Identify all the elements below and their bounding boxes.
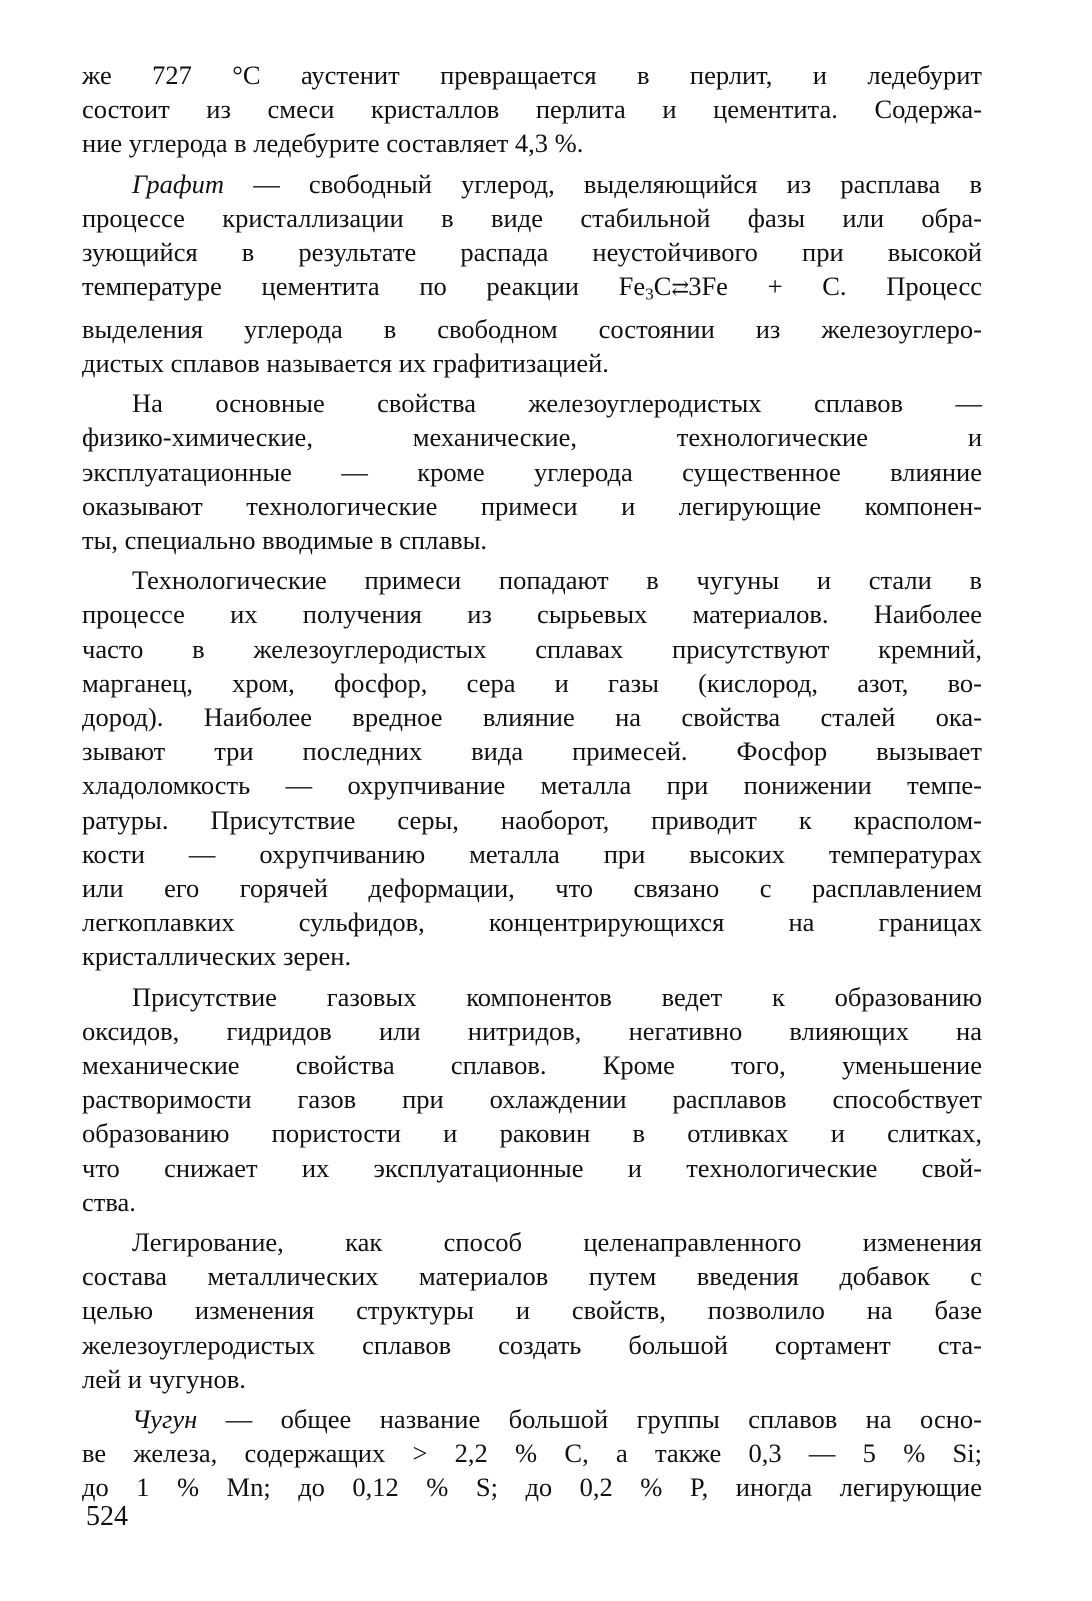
text-line: ства. [82,1186,136,1217]
text-line: хладоломкость — охрупчивание металла при понижении темпе- [82,770,982,801]
text-line: ние углерода в ледебурите составляет 4,3 %. [82,128,584,159]
paragraph-alloying [82,1225,982,1396]
text-line: Технологические примеси попадают в чугуны и стали в [132,565,982,596]
text-line: ты, специально вводимые в сплавы. [82,524,488,555]
text-fragment: 3Fe + C. Процесс [688,271,982,302]
text-line: зующийся в результате распада неустойчивого при высокой [82,237,982,268]
text-line: процессе их получения из сырьевых материалов. Наиболее [82,599,982,630]
text-line-reaction [82,269,982,312]
text-line: физико-химические, механические, технологические и [82,422,982,453]
paragraph-gases [82,980,982,1219]
text-line: дород). Наиболее вредное влияние на свойства сталей ока- [82,701,982,732]
text-line: до 1 % Mn; до 0,12 % S; до 0,2 % P, иногда легирующие [82,1472,982,1503]
text-line: же 727 °С аустенит превращается в перлит, и ледебурит [82,60,982,90]
subscript: 3 [645,284,654,304]
text-line: оказывают технологические примеси и легирующие компонен- [82,490,982,521]
text-fragment: C [653,271,672,302]
text-line: целью изменения структуры и свойств, позволило на базе [82,1295,982,1326]
text-line: ратуры. Присутствие серы, наоборот, приводит к красполом- [82,804,982,835]
text-line: железоуглеродистых сплавов создать большой сортамент ста- [82,1329,982,1360]
text-line: растворимости газов при охлаждении расплавов способствует [82,1084,982,1115]
body-text [82,58,982,1505]
text-line: часто в железоуглеродистых сплавах присутствуют кремний, [82,633,982,664]
paragraph-properties [82,386,982,557]
text-line: состоит из смеси кристаллов перлита и цементита. Содержа- [82,94,982,125]
text-line: Легирование, как способ целенаправленного изменения [132,1227,982,1257]
page-number: 524 [86,1501,128,1532]
text-line: Присутствие газовых компонентов ведет к образованию [132,981,982,1012]
text-line: процессе кристаллизации в виде стабильной фазы или обра- [82,202,982,233]
text-fragment: — общее название большой группы сплавов на осно- [197,1404,982,1435]
text-fragment: температуре цементита по реакции Fe [82,271,646,302]
text-line: образованию пористости и раковин в отливках и слитках, [82,1118,982,1149]
text-line: ве железа, содержащих > 2,2 % С, а также 0,3 — 5 % Si; [82,1438,982,1469]
text-line: состава металлических материалов путем введения добавок с [82,1261,982,1292]
text-line [82,1402,982,1436]
text-line: На основные свойства железоуглеродистых сплавов — [132,388,982,419]
text-line: дистых сплавов называется их графитизацией. [82,347,609,378]
paragraph-ledeburite [82,58,982,161]
text-line: легкоплавких сульфидов, концентрирующихся на границах [82,907,982,938]
term-graphite: Графит [132,168,225,199]
text-line: эксплуатационные — кроме углерода существенное влияние [82,456,982,487]
text-line: марганец, хром, фосфор, сера и газы (кислород, азот, во- [82,667,982,698]
text-line: кости — охрупчиванию металла при высоких температурах [82,838,982,869]
text-fragment: — свободный углерод, выделяющийся из расплава в [224,168,982,199]
reversible-arrow-icon: ⇄ [671,276,689,301]
text-line [82,167,982,201]
text-line: что снижает их эксплуатационные и технологические свой- [82,1152,982,1183]
text-line: оксидов, гидридов или нитридов, негативно влияющих на [82,1015,982,1046]
paragraph-cast-iron [82,1402,982,1505]
text-line: механические свойства сплавов. Кроме того, уменьшение [82,1049,982,1080]
paragraph-impurities [82,563,982,973]
text-line: кристаллических зерен. [82,941,352,972]
term-cast-iron: Чугун [132,1404,198,1435]
paragraph-graphite [82,167,982,381]
text-line: или его горячей деформации, что связано с расплавлением [82,872,982,903]
text-line: зывают три последних вида примесей. Фосфор вызывает [82,736,982,767]
text-line: выделения углерода в свободном состоянии из железоуглеро- [82,313,982,344]
text-line: лей и чугунов. [82,1363,246,1394]
